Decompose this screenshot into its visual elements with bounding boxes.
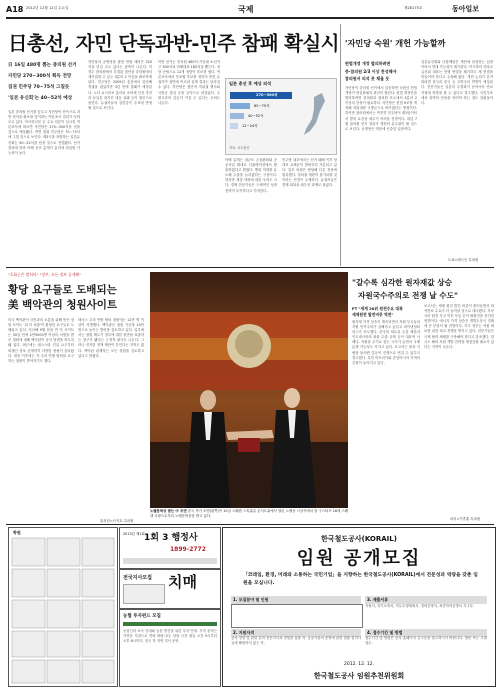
korail-title: 임원 공개모집 (296, 548, 422, 569)
story3-kicker-2: 세계원전 발전비중 역전" (352, 312, 394, 317)
person-right-head (284, 388, 300, 408)
person-left-head (200, 390, 216, 410)
sidebar-headline: '자민당 숙원' 개헌 가능할까 (345, 38, 446, 48)
story3-headline: "갈수록 심각한 원자재값 상승 (352, 278, 452, 287)
story2-headline-2: 美 백악관의 청원사이트 (8, 299, 118, 311)
ad-dementia-box (123, 584, 165, 604)
top-body-col-3: 이번 선거는 중의원 480석 가운데 소선거구 300석과 비례대표 180석을 뽑는다. 정당 난립으로 12개 정당이 후보를 냈다. 여론조사에서 투표할 후보를 정하지 못한 유권자가 절반에 이르러 실제 결과는 달라질 수 있다. 자민당은 집단적 자위권 행사와 국방군 창설 등을 공약으로 내걸었다. 주변국과의 갈등이 커질 수 있다는 우려도 나온다. (158, 60, 220, 105)
korail-org: 한국철도공사(KORAIL) (321, 535, 397, 543)
sidebar-col-1: 자민당이 중의원 선거에서 압승하면 숙원인 헌법 개정이 현실화될지 관심이 쏠린다. 헌법 개정안을 발의하려면 중의원과 참의원 모두에서 3분의 2 이상의 찬성이 필요하다. 자민당은 헌법 9조를 개정해 자위대를 국방군으로 바꾸겠다는 방침이다. 하지만 참의원에서는 여전히 민주당이 제1당이어서 발의 요건을 채우기 어려울 전망이다. 내년 7월 참의원 선거 결과가 개헌의 분수령이 될 것으로 보인다. 공명당은 개헌에 신중한 입장이다. (345, 86, 417, 131)
photo-caption-text: 중국 작가 모옌(왼쪽)이 10일 스웨덴 스톡홀름 콘서트홀에서 열린 노벨상 시상식에서 칼 구스타프 16세 스웨덴 국왕으로부터 노벨문학상을 받고 있다. (150, 509, 348, 518)
korail-sec3-text: 지원서, 자기소개서, 직무수행계획서, 경력증명서, 최종학력증명서 각 1부. (365, 604, 474, 608)
ad-haengjeongsa-phone: 1899-2772 (170, 546, 206, 553)
korail-sec2-text: 공사 경영 및 관련 분야 전문지식과 경험을 갖춘 자. 공공기관의 운영에 관한 법률 결격사유에 해당하지 않는 자. (231, 636, 361, 646)
issue-number: 제28175호 (404, 6, 423, 10)
top-body-col-1: 일본 중의원 선거를 앞두고 자민당이 단독으로 과반 의석을 확보할 것이라는 여론조사 결과가 잇따르고 있다. 아사히신문 등 주요 언론이 실시한 여론조사에 따르면 자민당은 270∼300석을 얻을 것으로 예상됐다. 반면 집권 민주당은 70∼75석에 그칠 것으로 보인다. 제3극을 표방하는 일본유신회는 40∼52석을 얻을 것으로 전망됐다. 선거 결과에 따라 아베 신조 총재가 총리에 취임할 가능성이 높다. (8, 110, 80, 155)
issue-date: 2012년 12월 12일 수요일 (26, 6, 69, 10)
ad-dementia-big: 치매 (168, 573, 197, 591)
korail-sign: 한국철도공사 임원추천위원회 (313, 672, 405, 680)
subhead-2: 자민당 270∼300석 획득 전망 (8, 74, 72, 79)
top-body-col-2: 자민당과 공명당을 합한 연립 세력은 320석을 넘길 수도 있다는 관측이 나온다. 이 경우 참의원에서 부결된 법안을 중의원에서 재가결할 수 있는 3분의 2 이상을 확보하게 된다. 민주당은 2009년 총선에서 압승해 정권을 잡았지만 3년 만에 참패가 예상된다. 노다 요시히코 총리의 소비세 인상 추진과 동일본 대지진 대응 실패 등이 원인으로 꼽힌다. 유권자들의 실망감이 투표에 반영될 것으로 보인다. (88, 60, 152, 110)
korail-lead: 「코레일, 환경, 미래와 소통하는 국민기업」을 지향하는 한국철도공사(KORAIL)에서 전문성과 역량을 갖춘 임원을 모십니다. (243, 573, 478, 586)
korail-table (231, 604, 363, 628)
nobel-ceremony-photo (150, 272, 348, 508)
header-rule (6, 17, 494, 19)
classified-cell-b4 (47, 631, 80, 657)
ad-dementia (119, 569, 221, 609)
story3-col-2: 보고서는 세계 원전 발전 비중이 줄어들면서 화석연료 수요가 더 늘어날 것으로 내다봤다. 후쿠시마 원전 사고 이후 독일 등이 탈원전을 선언한 영향이다. 에너지 가격 상승은 개발도상국 경제에 큰 부담이 될 전망이다. 각국 정부는 자원 확보를 위한 외교 경쟁을 벌이고 있다. 전문가들은 국제 협력 체제를 구축해야 한다고 강조했다. 한국도 해외 자원 개발 전략을 재점검할 필요가 있다는 지적이 나온다. (424, 304, 494, 349)
classified-cell-c3 (82, 600, 114, 628)
classified-cell-b5 (47, 660, 80, 683)
sidebar-byline: 도쿄=배극인 특파원 (448, 258, 479, 262)
ad-nonghyup (119, 609, 221, 687)
ad-haengjeongsa (119, 527, 221, 569)
korail-sec1: 1. 모집분야 및 인원 (231, 596, 361, 604)
japan-map-shape (304, 93, 325, 135)
classified-cell-c2 (82, 569, 114, 597)
photo-caption (150, 509, 348, 523)
story3-col-1: 원자재 가격 상승이 계속되면서 자원 부국들의 자원 민족주의가 심해지고 있다고 파이낸셜타임스가 보도했다. 중국의 희토류 수출 제한과 인도네시아의 광물 수출 규제 등이 대표적 사례다. 자원을 무기로 삼는 국가가 늘면서 국제 분쟁 가능성도 커지고 있다. 보고서는 물과 식량을 둘러싼 갈등이 전쟁으로 번질 수 있다고 경고했다. 특히 아프리카와 중앙아시아 지역의 긴장이 높아지고 있다. (352, 320, 420, 365)
story3-byline: 파리=이종훈 특파원 (450, 517, 481, 521)
sidebar-intro-2: 중·참의원 2/3 이상 찬성해야 (345, 68, 397, 74)
classified-cell-c4 (82, 631, 114, 657)
ad-nonghyup-text: 농업인의 소득 증대와 농촌 발전을 위한 투자 안내. 투자 문의는 가까운 지점으로 연락 바랍니다. 상담 시간 평일 오전 9시부터 오후 6시까지. 전국 각 지역 지사 운영. (123, 629, 217, 644)
sidebar-col-2: 일본유신회와 다함께당은 개헌에 찬성하는 입장이어서 연대 가능성이 제기된다. 이시하라 신타로 유신회 대표는 현행 헌법을 폐기하고 새 헌법을 만들어야 한다고 주장해 왔다. 개헌 논의가 본격화되면 한국과 중국 등 주변국의 반발이 예상된다. 전문가들은 일본의 우경화가 동아시아 안보 지형에 영향을 줄 수 있다고 경고했다. 국민투표에서 과반의 찬성을 얻어야 하는 점도 걸림돌이다. (421, 60, 493, 105)
ads-rule (6, 524, 494, 525)
photo-caption-title: 노벨문학상 받는 中 모옌 (150, 509, 187, 513)
top-col-divider (340, 24, 341, 266)
subhead-4: '일본 유신회'는 40∼52석 예상 (8, 96, 73, 101)
chart-bar-label-3: 40∼52석 (248, 114, 264, 118)
sidebar-intro-3: 참의원서 의석 못 채울 듯 (345, 76, 390, 82)
chart-title: 일본 총선 후 예상 의석 (229, 81, 272, 86)
story2-kicker: "호화군은 떨쳐라" "정부, 모든 정보 공개해" (8, 272, 81, 277)
classified-cell-a5 (12, 660, 45, 683)
chart-source: 자료: 교도통신 (229, 146, 250, 150)
bar-ishin (230, 113, 244, 119)
top-body-col-4: 아베 총재는 대규모 금융완화와 공공사업 확대로 디플레이션에서 탈출하겠다고 밝혔다. 엔화 약세를 유도해 수출을 늘리겠다는 구상이다. 하지만 재정 악화에 대한 우려도 크다. 경제 전문가들은 구체적인 성장 전략이 부족하다고 지적한다. (225, 158, 277, 193)
korail-sec4: 4. 접수기간 및 방법 (365, 629, 487, 637)
classified-cell-a1 (12, 538, 45, 566)
chart-bar-label-4: 12∼24석 (242, 124, 258, 128)
ad-korail (222, 527, 496, 687)
award-folder (238, 438, 260, 452)
mid-rule (6, 267, 494, 268)
story3-kicker: FT "세계 20위 원전수요 대폭 (352, 306, 403, 311)
nobel-bust (235, 330, 263, 358)
ad-nonghyup-title: 농협 투자펀드 모집 (123, 614, 161, 619)
ad-nonghyup-band (123, 622, 217, 626)
ad-haengjeongsa-big: 1회 3 행정사 (144, 533, 198, 543)
korail-date: 2012. 12. 12. (343, 662, 375, 667)
classified-cell-c1 (82, 538, 114, 566)
subhead-3: 집권 민주당 70∼75석 그칠듯 (8, 85, 70, 90)
masthead: 동아일보 (452, 4, 480, 13)
korail-sec2: 2. 지원자격 (231, 629, 361, 637)
story2-col-2: 텍사스 주의 연방 탈퇴 청원에는 12만 명 이상이 서명했다. 백악관은 청원 기준을 10만 명으로 높이는 방안을 검토하고 있다. 일부에서는 청원 제도가 정부에 대한 불만을 표출하는 창구가 됐다는 긍정적 평가도 나온다. 그러나 진지한 정책 제안이 묻힌다는 지적도 많다. 백악관 관계자는 모든 청원을 검토하고 있다고 밝혔다. (78, 318, 144, 358)
classified-cell-a4 (12, 631, 45, 657)
ad-haengjeongsa-small: 2013년 제1회 (123, 532, 145, 536)
story2-headline: 황당 요구들로 도배되는 (8, 284, 117, 296)
ad-left-title: 학원 (13, 530, 21, 535)
top-body-col-5: 민주당 내부에서는 선거 패배 이후 당 대표 교체론이 벌써부터 거론되고 있다. 일부 의원은 탈당해 다른 정당에 합류했다. 정치권 재편이 불가피할 것이라는 전망이 우세하다. 유권자들은 경제 회복을 최우선 과제로 꼽았다. (282, 158, 337, 188)
seat-chart (225, 78, 337, 155)
bar-dpj (230, 103, 250, 109)
classified-grid (9, 528, 117, 686)
bar-other (230, 123, 238, 129)
photo-scene (150, 272, 348, 508)
classified-cell-a3 (12, 600, 45, 628)
classified-cell-c5 (82, 660, 114, 683)
story2-col-1: 미국 백악관이 국민과의 소통을 위해 만든 청원 사이트 '위 더 피플'이 황당한 요구들로 도배되고 있다. 지난해 9월 문을 연 이 사이트는 30일 안에 2만5000명 이상의 서명을 받은 청원에 대해 백악관이 공식 답변을 하도록 돼 있다. 최근에는 데스스타 건설 요구부터 외계인 정보 공개까지 다양한 청원이 올라왔다. 대선 이후에는 각 주의 연방 탈퇴를 요구하는 청원이 쏟아지기도 했다. (8, 318, 74, 363)
page-number: A18 (6, 5, 24, 14)
ad-haengjeongsa-bar (123, 558, 217, 564)
ad-left-classifieds (8, 527, 118, 687)
story2-byline: 워싱턴=신석호 특파원 (100, 519, 134, 523)
top-subheads (8, 60, 78, 104)
classified-cell-b2 (47, 569, 80, 597)
section-title: 국제 (238, 5, 254, 14)
chart-bar-label-2: 65∼75석 (254, 104, 270, 108)
classified-cell-b3 (47, 600, 80, 628)
sidebar-intro (345, 60, 420, 83)
classified-cell-b1 (47, 538, 80, 566)
sidebar-intro-1: 헌법개정 개정 발의하려면 (345, 61, 391, 66)
chart-bar-label-1: 270∼300석 (256, 93, 278, 97)
korail-sec4-text: 접수기간 및 방법은 공사 홈페이지 공고문을 참고하시기 바랍니다. 방문 또는 우편 접수. (365, 636, 487, 646)
korail-sec3: 3. 제출서류 (365, 596, 487, 604)
classified-cell-a2 (12, 569, 45, 597)
story3-headline-2: 자원국수주의로 전쟁 날 수도" (358, 291, 458, 300)
top-headline: 日총선, 자민 단독과반-민주 참패 확실시 (8, 32, 339, 55)
ad-dementia-sub: 전국지사모집 (123, 575, 152, 581)
chart-bars (226, 79, 336, 154)
subhead-1: 日 16일 480명 뽑는 중의원 선거 (8, 63, 77, 68)
